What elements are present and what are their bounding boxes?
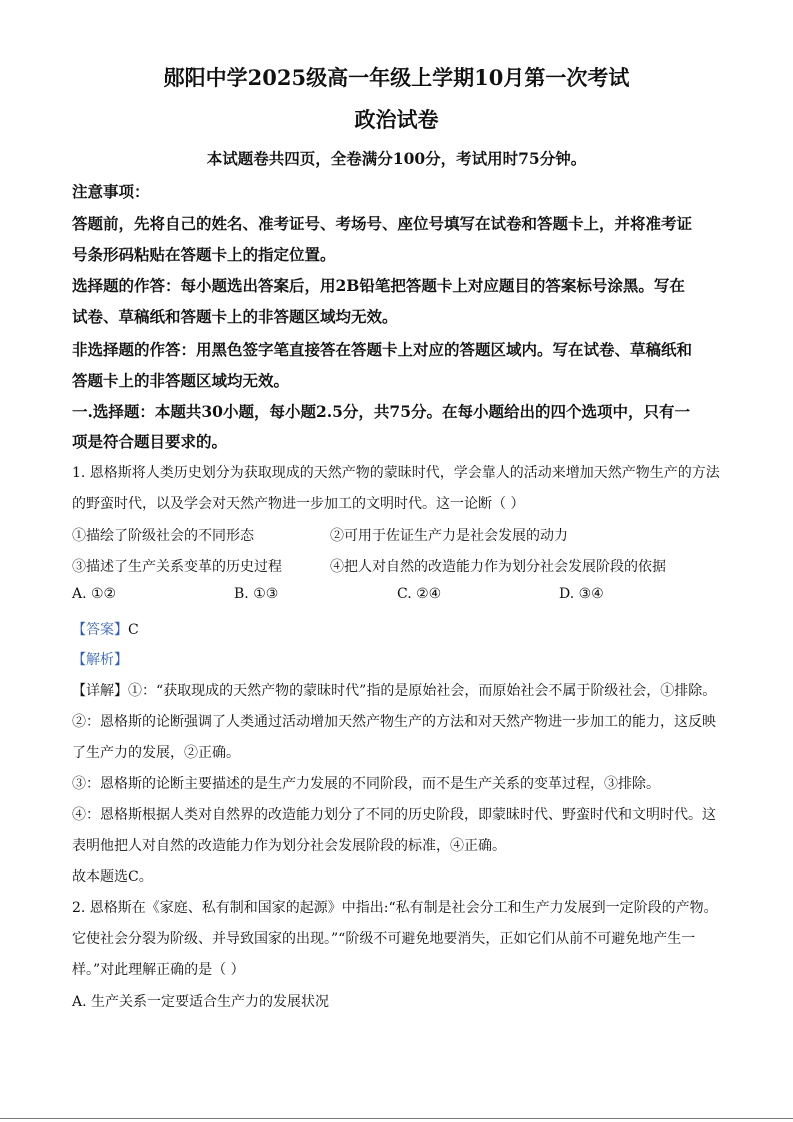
q1-option-b: B. ①③: [234, 586, 279, 602]
q1-option-c: C. ②④: [397, 586, 442, 602]
analysis-tag: 【解析】: [72, 652, 128, 668]
q1-answer: [72, 619, 139, 639]
q2-stem: 2. 恩格斯在《家庭、私有制和国家的起源》中指出:“私有制是社会分工和生产力发展到一定阶段的产物。: [72, 900, 718, 916]
answer-value: C: [128, 622, 139, 638]
q1-detail: [72, 680, 716, 700]
q1-conclusion: 故本题选C。: [72, 869, 153, 885]
q2-stem: 它使社会分裂为阶级、并导致国家的出现。”“阶级不可避免地要消失，正如它们从前不可避免地产生一: [72, 931, 696, 947]
q1-statement-3: ③描述了生产关系变革的历史过程: [72, 559, 282, 575]
q1-detail: 了生产力的发展，②正确。: [72, 745, 240, 761]
notice-line: 答题前，先将自己的姓名、准考证号、考场号、座位号填写在试卷和答题卡上，并将准考证: [72, 214, 693, 233]
q1-stem: 的野蛮时代，以及学会对天然产物进一步加工的文明时代。这一论断（ ）: [72, 496, 525, 512]
notice-line: 号条形码粘贴在答题卡上的指定位置。: [72, 245, 336, 264]
q1-statement-2: ②可用于佐证生产力是社会发展的动力: [330, 528, 568, 544]
q1-statement-4: ④把人对自然的改造能力作为划分社会发展阶段的依据: [330, 559, 666, 575]
detail-text: ①：“获取现成的天然产物的蒙昧时代”指的是原始社会，而原始社会不属于阶级社会，①排除。: [128, 683, 717, 699]
q1-detail: 表明他把人对自然的改造能力作为划分社会发展阶段的标准，④正确。: [72, 838, 506, 854]
exam-title: 郧阳中学2025级高一年级上学期10月第一次考试: [163, 65, 630, 90]
answer-tag: 【答案】: [72, 622, 128, 638]
detail-tag: 【详解】: [72, 683, 128, 699]
notice-line: 非选择题的作答：用黑色签字笔直接答在答题卡上对应的答题区域内。写在试卷、草稿纸和: [72, 340, 693, 359]
q1-stem: 1. 恩格斯将人类历史划分为获取现成的天然产物的蒙昧时代，学会靠人的活动来增加天然产物生产的方法: [72, 465, 720, 481]
q1-analysis: [72, 649, 128, 669]
page-bottom-divider: [0, 1118, 793, 1119]
q2-stem: 样。”对此理解正确的是（ ）: [72, 962, 245, 978]
notice-line: 选择题的作答：每小题选出答案后，用2B铅笔把答题卡上对应题目的答案标号涂黑。写在: [72, 276, 685, 295]
q1-detail: ②：恩格斯的论断强调了人类通过活动增加天然产物生产的方法和对天然产物进一步加工的能力，这反映: [72, 714, 716, 730]
section-heading-cont: 项是符合题目要求的。: [72, 432, 228, 451]
notice-heading: 注意事项：: [72, 182, 150, 201]
exam-info: 本试题卷共四页，全卷满分100分，考试用时75分钟。: [206, 149, 587, 168]
q1-detail: ③：恩格斯的论断主要描述的是生产力发展的不同阶段，而不是生产关系的变革过程，③排除。: [72, 776, 660, 792]
q1-detail: ④：恩格斯根据人类对自然界的改造能力划分了不同的历史阶段，即蒙昧时代、野蛮时代和文明时代。这: [72, 807, 716, 823]
notice-line: 试卷、草稿纸和答题卡上的非答题区域均无效。: [72, 307, 398, 326]
q1-statement-1: ①描绘了阶级社会的不同形态: [72, 528, 254, 544]
q1-option-a: A. ①②: [72, 586, 117, 602]
q1-option-d: D. ③④: [559, 586, 604, 602]
q2-option-a: A. 生产关系一定要适合生产力的发展状况: [72, 994, 330, 1010]
section-heading: 一.选择题：本题共30小题，每小题2.5分，共75分。在每小题给出的四个选项中，只有一: [72, 402, 691, 421]
exam-subject: 政治试卷: [354, 107, 439, 132]
notice-line: 答题卡上的非答题区域均无效。: [72, 371, 290, 390]
